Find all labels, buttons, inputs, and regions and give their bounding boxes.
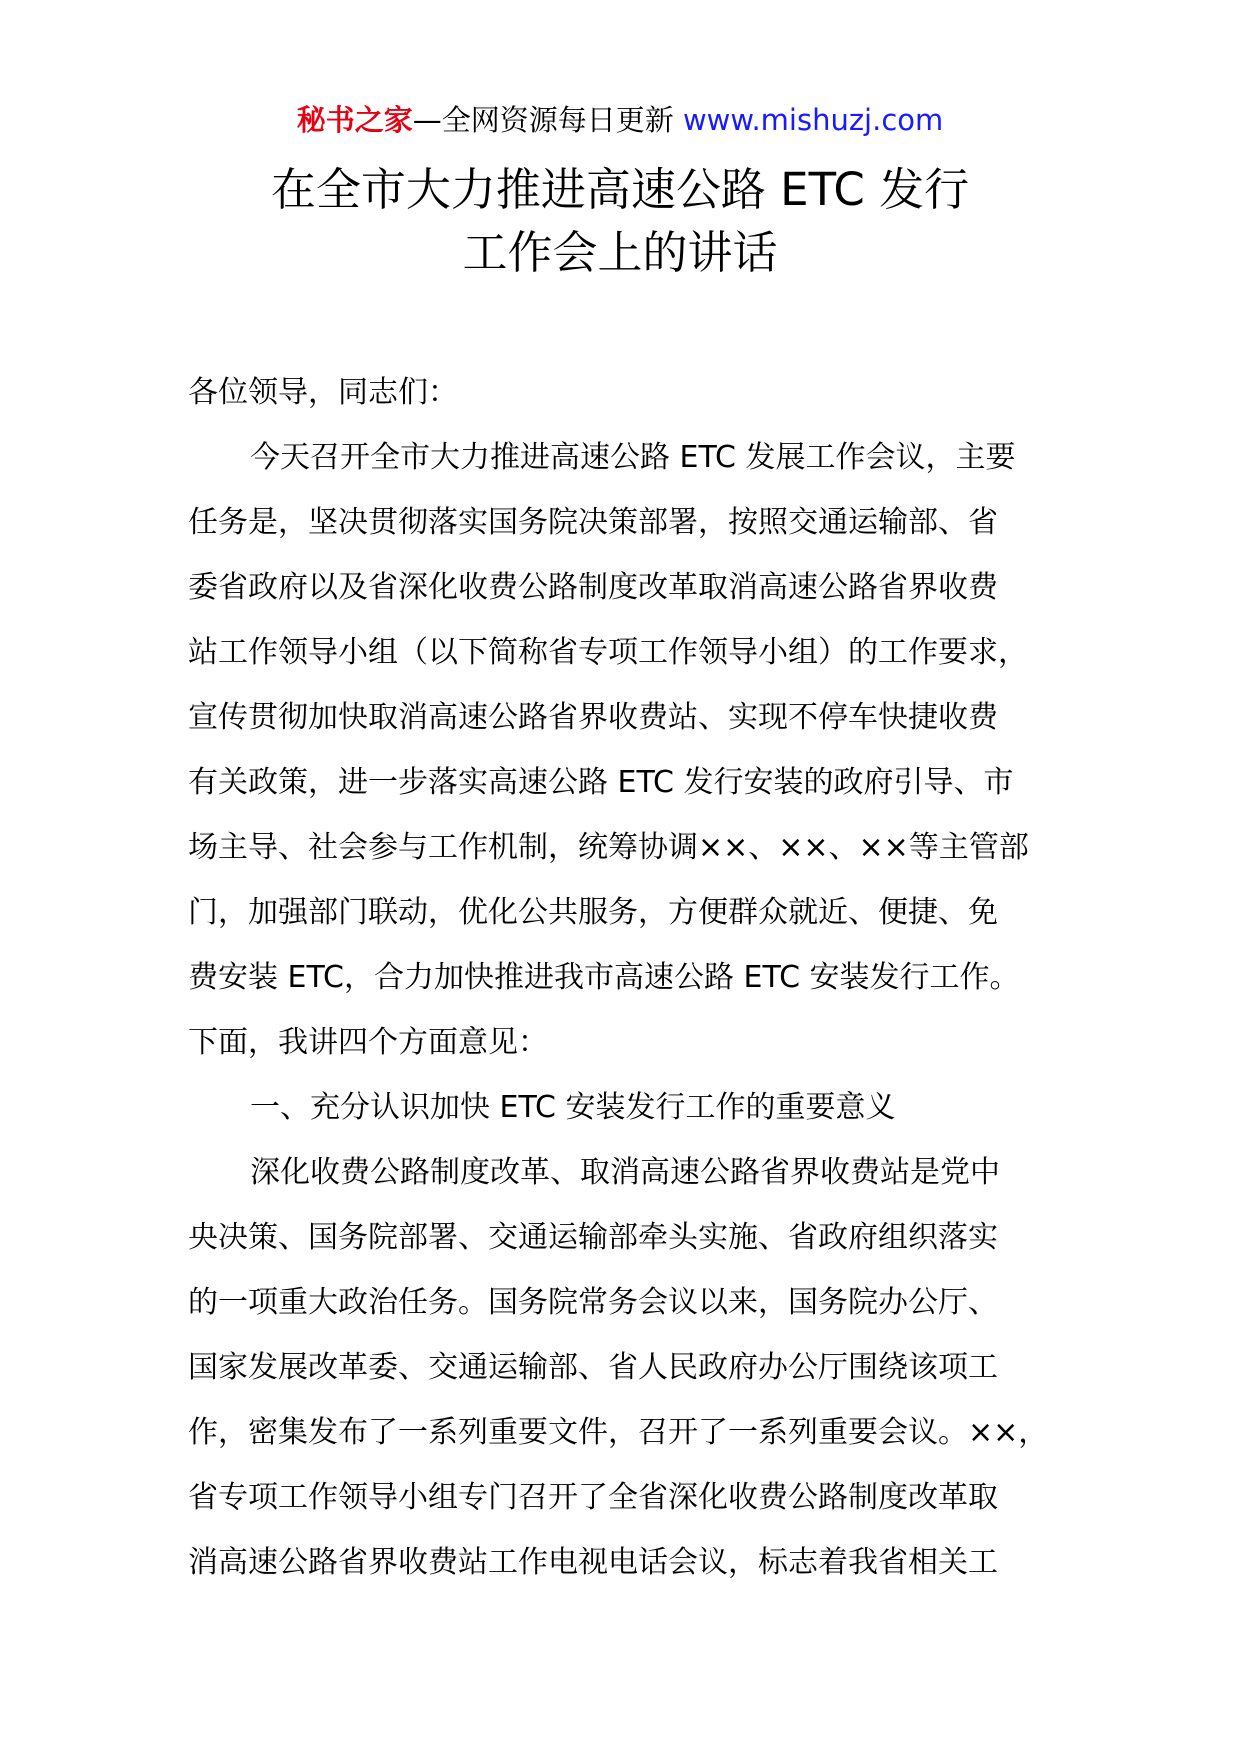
text-line: 费安装 ETC，合力加快推进我市高速公路 ETC 安装发行工作。 — [188, 960, 1020, 995]
section-heading: 一、充分认识加快 ETC 安装发行工作的重要意义 — [250, 1090, 896, 1125]
text-line: 的一项重大政治任务。国务院常务会议以来，国务院办公厅、 — [188, 1285, 998, 1320]
document-title — [0, 158, 1240, 284]
title-line-1: 在全市大力推进高速公路 ETC 发行 — [270, 163, 970, 216]
brand-name: 秘书之家 — [296, 103, 413, 137]
title-line-2: 工作会上的讲话 — [462, 226, 778, 279]
speech-body — [188, 360, 1058, 1595]
site-header — [0, 100, 1240, 140]
text-line: 省专项工作领导小组专门召开了全省深化收费公路制度改革取 — [188, 1480, 998, 1515]
text-line: 消高速公路省界收费站工作电视电话会议，标志着我省相关工 — [188, 1545, 998, 1580]
text-line: 任务是，坚决贯彻落实国务院决策部署，按照交通运输部、省 — [188, 505, 998, 540]
text-line: 国家发展改革委、交通运输部、省人民政府办公厅围绕该项工 — [188, 1350, 998, 1385]
text-line: 作，密集发布了一系列重要文件，召开了一系列重要会议。××， — [188, 1415, 1049, 1450]
text-line: 深化收费公路制度改革、取消高速公路省界收费站是党中 — [250, 1155, 1000, 1190]
text-line: 场主导、社会参与工作机制，统筹协调××、××、××等主管部 — [188, 830, 1029, 865]
text-line: 有关政策，进一步落实高速公路 ETC 发行安装的政府引导、市 — [188, 765, 1014, 800]
site-url-link[interactable]: www.mishuzj.com — [682, 103, 944, 137]
text-line: 下面，我讲四个方面意见： — [188, 1025, 548, 1060]
salutation: 各位领导，同志们： — [188, 375, 458, 410]
header-tagline: —全网资源每日更新 — [412, 103, 674, 137]
text-line: 门，加强部门联动，优化公共服务，方便群众就近、便捷、免 — [188, 895, 998, 930]
text-line: 委省政府以及省深化收费公路制度改革取消高速公路省界收费 — [188, 570, 998, 605]
text-line: 站工作领导小组（以下简称省专项工作领导小组）的工作要求， — [188, 635, 1028, 670]
text-line: 宣传贯彻加快取消高速公路省界收费站、实现不停车快捷收费 — [188, 700, 998, 735]
text-line: 今天召开全市大力推进高速公路 ETC 发展工作会议，主要 — [250, 440, 1016, 475]
text-line: 央决策、国务院部署、交通运输部牵头实施、省政府组织落实 — [188, 1220, 998, 1255]
